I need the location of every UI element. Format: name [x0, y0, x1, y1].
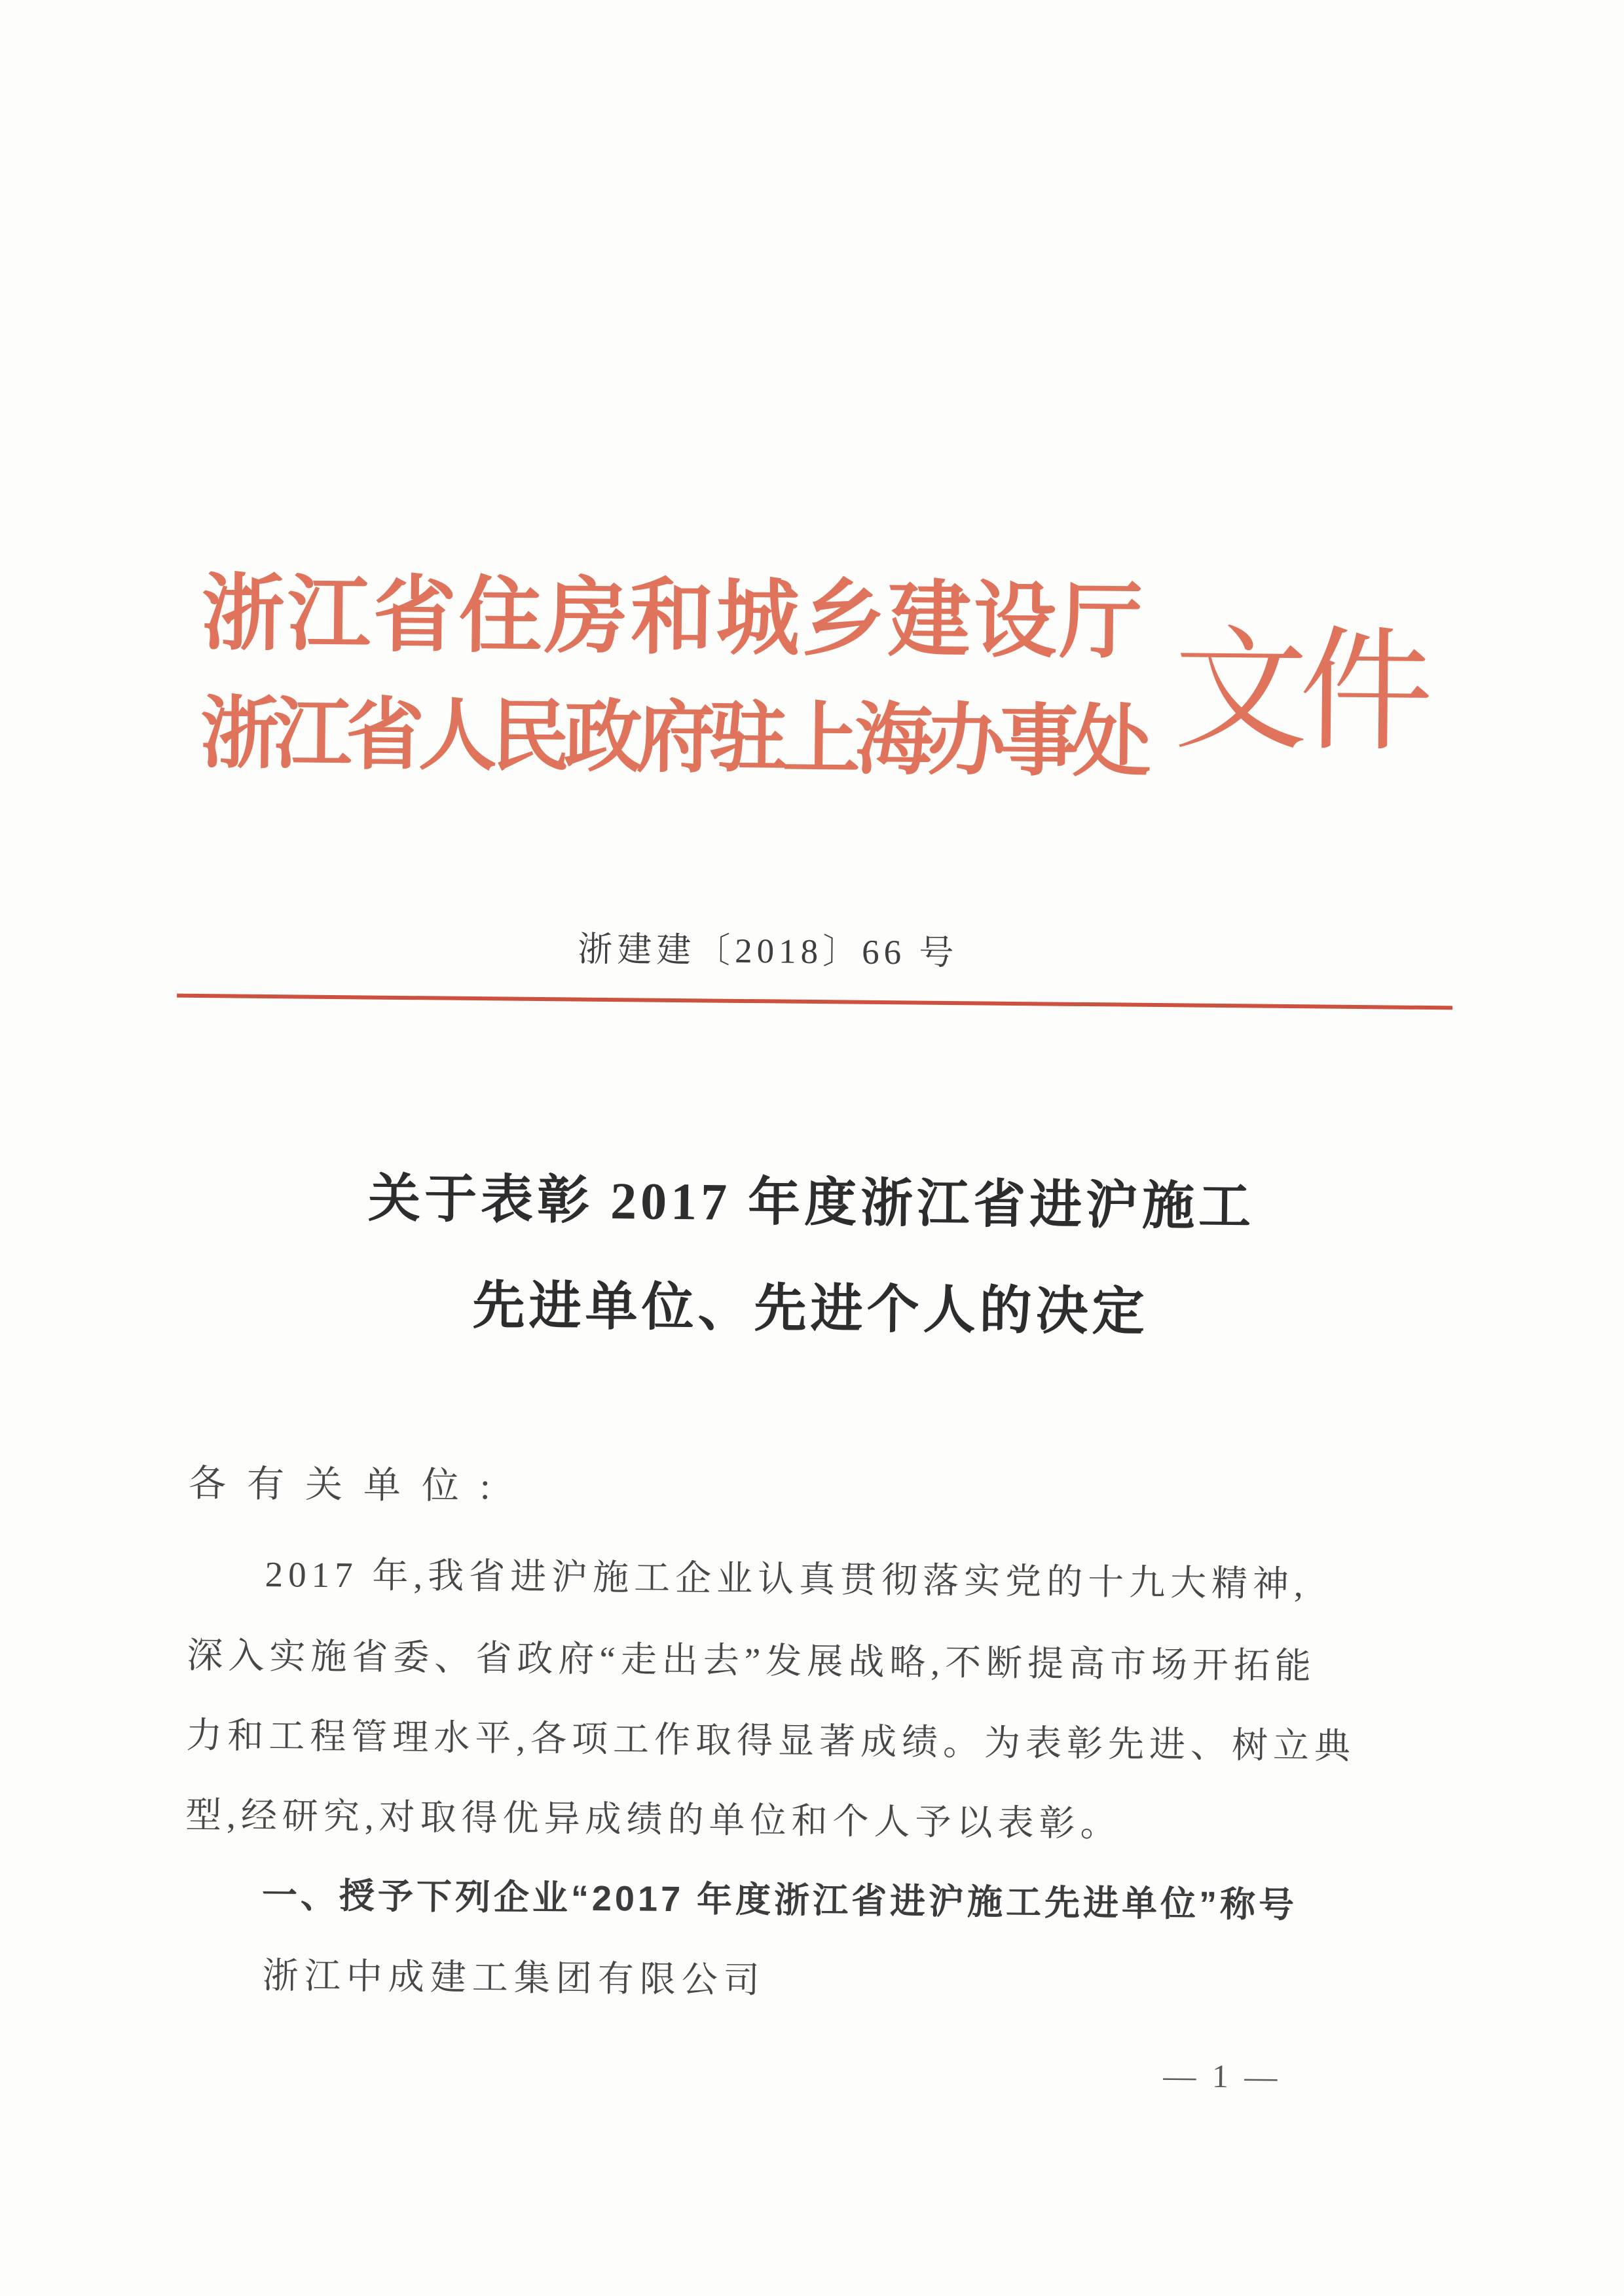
- document-title-line-1: 关于表彰 2017 年度浙江省进沪施工: [367, 1170, 1255, 1237]
- letterhead-org-line-1: 浙江省住房和城乡建设厅: [201, 568, 1146, 669]
- salutation: 各有关单位:: [188, 1463, 512, 1508]
- document-number: 浙建建〔2018〕66 号: [577, 930, 959, 973]
- paragraph-line-3: 力和工程管理水平,各项工作取得显著成绩。为表彰先进、树立典: [186, 1715, 1356, 1767]
- page-number: — 1 —: [1163, 2057, 1282, 2095]
- paragraph-line-1: 2017 年,我省进沪施工企业认真贯彻落实党的十九大精神,: [265, 1554, 1309, 1605]
- paragraph-line-2: 深入实施省委、省政府“走出去”发展战略,不断提高市场开拓能: [187, 1635, 1317, 1686]
- document-title-line-2: 先进单位、先进个人的决定: [472, 1277, 1149, 1341]
- red-divider-line: [177, 994, 1452, 1010]
- section-heading-awarded-units: 一、授予下列企业“2017 年度浙江省进沪施工先进单位”称号: [261, 1875, 1298, 1925]
- letterhead-org-line-2: 浙江省人民政府驻上海办事处: [200, 690, 1146, 786]
- letterhead-doc-type-label: 文件: [1173, 617, 1425, 768]
- company-name-item: 浙江中成建工集团有限公司: [262, 1956, 766, 2001]
- paragraph-line-4: 型,经研究,对取得优异成绩的单位和个人予以表彰。: [185, 1795, 1122, 1844]
